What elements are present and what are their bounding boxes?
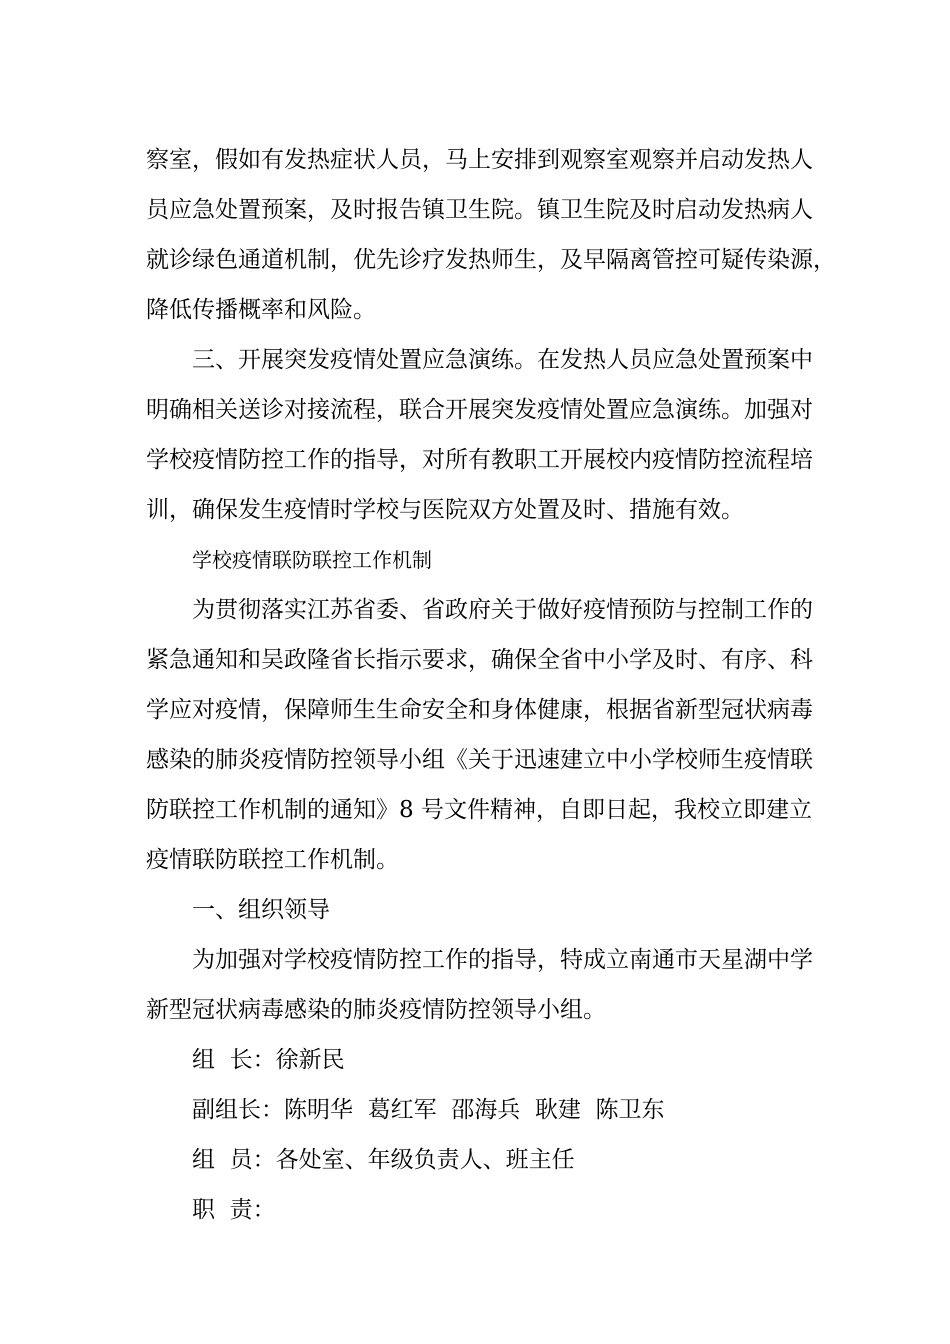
text-line: 新型冠状病毒感染的肺炎疫情防控领导小组。: [146, 997, 606, 1023]
document-body: [146, 135, 836, 1235]
section-heading-organization: [146, 885, 826, 935]
section-heading-text: 一、组织领导: [192, 897, 330, 923]
paragraph-intro: [146, 585, 826, 885]
text-line: 明确相关送诊对接流程，联合开展突发疫情处置应急演练。加强对: [146, 397, 813, 423]
text-line: 训，确保发生疫情时学校与医院双方处置及时、措施有效。: [146, 497, 744, 523]
text-line: 学应对疫情，保障师生生命安全和身体健康，根据省新型冠状病毒: [146, 697, 813, 723]
paragraph-drill: [146, 335, 826, 535]
members-text: 组 员：各处室、年级负责人、班主任: [192, 1147, 575, 1173]
text-line: 学校疫情防控工作的指导，对所有教职工开展校内疫情防控流程培: [146, 447, 813, 473]
text-line: 三、开展突发疫情处置应急演练。在发热人员应急处置预案中: [192, 347, 813, 373]
text-line: 紧急通知和吴政隆省长指示要求，确保全省中小学及时、有序、科: [146, 647, 813, 673]
paragraph-group: [146, 935, 826, 1035]
section-title-text: 学校疫情联防联控工作机制: [192, 548, 432, 572]
text-line: 疫情联防联控工作机制。: [146, 847, 399, 873]
paragraph-continued: [146, 135, 836, 335]
members-line: [146, 1135, 826, 1185]
text-line: 降低传播概率和风险。: [146, 297, 376, 323]
text-line: 察室，假如有发热症状人员，马上安排到观察室观察并启动发热人: [146, 147, 813, 173]
text-line: 为加强对学校疫情防控工作的指导，特成立南通市天星湖中学: [192, 947, 813, 973]
text-line: 就诊绿色通道机制，优先诊疗发热师生，及早隔离管控可疑传染源，: [146, 247, 836, 273]
text-line: 员应急处置预案，及时报告镇卫生院。镇卫生院及时启动发热病人: [146, 197, 813, 223]
duties-line: [146, 1185, 826, 1235]
text-line: 感染的肺炎疫情防控领导小组《关于迅速建立中小学校师生疫情联: [146, 747, 813, 773]
text-line: 为贯彻落实江苏省委、省政府关于做好疫情预防与控制工作的: [192, 597, 813, 623]
section-title: [146, 535, 826, 585]
deputy-text: 副组长：陈明华 葛红军 邵海兵 耿建 陈卫东: [192, 1097, 665, 1123]
leader-line: [146, 1035, 826, 1085]
duties-text: 职 责：: [192, 1197, 276, 1223]
deputy-line: [146, 1085, 826, 1135]
text-line: 防联控工作机制的通知》8 号文件精神，自即日起，我校立即建立: [146, 797, 812, 823]
leader-text: 组 长：徐新民: [192, 1047, 345, 1073]
